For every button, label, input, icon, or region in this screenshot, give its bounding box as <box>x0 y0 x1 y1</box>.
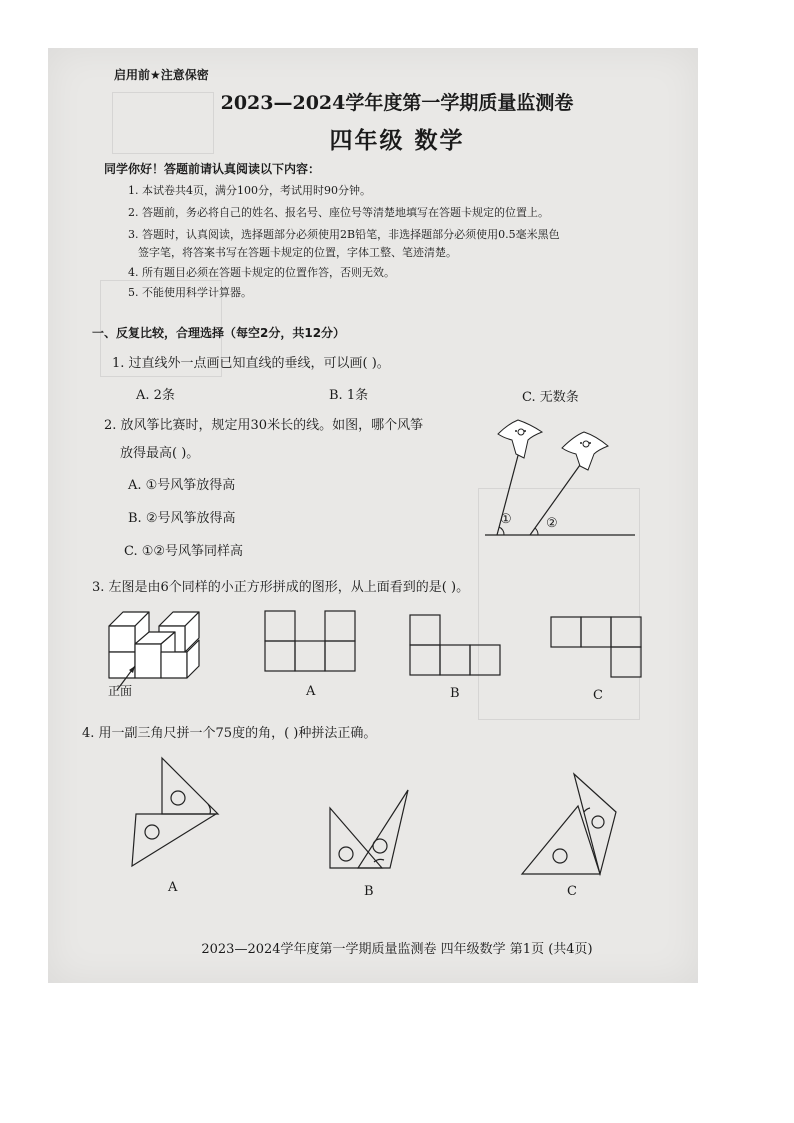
kite-1-icon <box>498 420 542 458</box>
option-c-top-view <box>550 616 642 678</box>
q1-option-a: A. 2条 <box>136 388 175 403</box>
instruction-item: 3. 答题时，认真阅读，选择题部分必须使用2B铅笔，非选择题部分必须使用0.5毫米黑色 <box>128 228 560 241</box>
q4-option-c-label: C <box>567 884 577 899</box>
option-b-triangles <box>328 788 412 878</box>
q2-option-b: B. ②号风筝放得高 <box>128 511 236 526</box>
instructions-greeting: 同学你好！答题前请认真阅读以下内容： <box>104 162 321 176</box>
option-c-triangles <box>520 772 620 878</box>
option-a-triangles <box>128 756 223 871</box>
confidential-mark: 启用前★注意保密 <box>114 68 209 82</box>
exam-subtitle: 四年级 数学 <box>329 127 465 154</box>
exam-title: 2023—2024学年度第一学期质量监测卷 <box>220 92 574 114</box>
page-footer: 2023—2024学年度第一学期质量监测卷 四年级数学 第1页 (共4页) <box>201 942 593 957</box>
q3-option-b-label: B <box>450 686 460 701</box>
q2-option-a: A. ①号风筝放得高 <box>128 478 236 493</box>
question-3-stem: 3. 左图是由6个同样的小正方形拼成的图形，从上面看到的是( )。 <box>92 580 470 595</box>
instruction-item: 1. 本试卷共4页，满分100分，考试用时90分钟。 <box>128 184 371 197</box>
option-a-top-view <box>264 610 356 672</box>
front-view-label: 正面 <box>108 684 133 698</box>
instruction-item: 4. 所有题目必须在答题卡规定的位置作答，否则无效。 <box>128 266 395 279</box>
angle-1-label: ① <box>500 512 512 527</box>
q3-option-c-label: C <box>593 688 603 703</box>
cube-solid-figure <box>105 604 205 694</box>
q4-option-b-label: B <box>364 884 374 899</box>
instruction-item: 签字笔，将答案书写在答题卡规定的位置，字体工整、笔迹清楚。 <box>138 246 457 259</box>
q4-option-a-label: A <box>168 880 178 895</box>
q2-option-c: C. ①②号风筝同样高 <box>124 544 244 559</box>
section-heading: 一、反复比较，合理选择（每空2分，共12分） <box>92 326 346 340</box>
angle-2-label: ② <box>546 516 558 531</box>
question-2-stem: 2. 放风筝比赛时，规定用30米长的线。如图，哪个风筝 <box>104 418 424 433</box>
question-1-stem: 1. 过直线外一点画已知直线的垂线，可以画( )。 <box>112 356 390 371</box>
q1-option-c: C. 无数条 <box>522 390 579 405</box>
q1-option-b: B. 1条 <box>329 388 369 403</box>
kite-2-icon <box>562 432 608 470</box>
instruction-item: 2. 答题前，务必将自己的姓名、报名号、座位号等清楚地填写在答题卡规定的位置上。 <box>128 206 549 219</box>
q3-option-a-label: A <box>306 684 316 699</box>
instruction-item: 5. 不能使用科学计算器。 <box>128 286 252 299</box>
option-b-top-view <box>409 614 501 676</box>
question-2-stem-cont: 放得最高( )。 <box>120 446 200 461</box>
question-4-stem: 4. 用一副三角尺拼一个75度的角，( )种拼法正确。 <box>82 726 377 741</box>
